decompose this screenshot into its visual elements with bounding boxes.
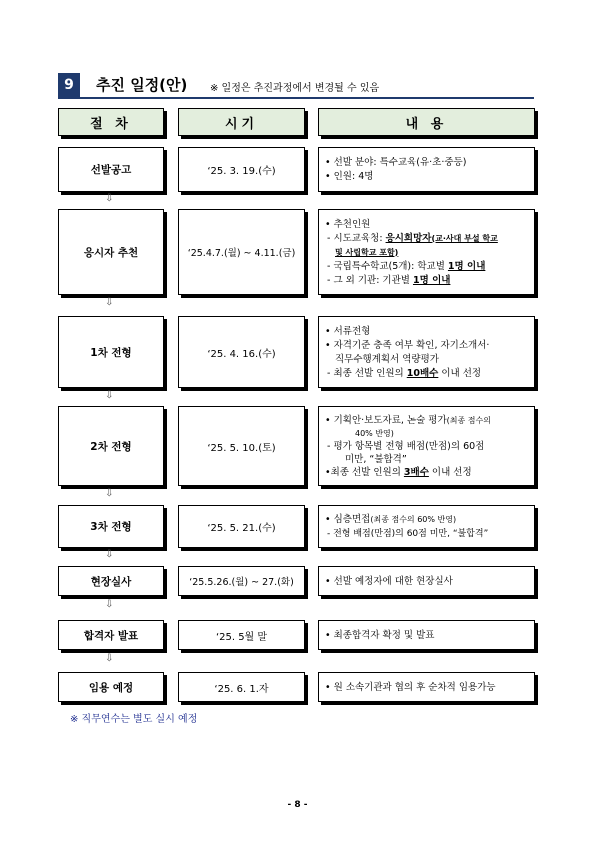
content-cell bbox=[318, 620, 535, 650]
content-line: - 국립특수학교(5개): 학교별 1명 이내 bbox=[327, 260, 486, 272]
down-arrow-icon: ⇩ bbox=[105, 297, 114, 308]
content-line: 40% 반영) bbox=[355, 429, 394, 438]
content-line: - 그 외 기관: 기관별 1명 이내 bbox=[327, 274, 451, 286]
step-cell: 합격자 발표 bbox=[58, 620, 164, 650]
page-number: - 8 - bbox=[287, 800, 308, 810]
section-title: 추진 일정(안) bbox=[96, 76, 188, 94]
step-cell: 현장실사 bbox=[58, 566, 164, 596]
content-line: • 선발 예정자에 대한 현장실사 bbox=[325, 575, 453, 587]
column-header-content: 내 용 bbox=[318, 108, 535, 136]
down-arrow-icon: ⇩ bbox=[105, 653, 114, 664]
time-cell: ‘25. 3. 19.(수) bbox=[178, 147, 305, 192]
content-line: 미만, “불합격” bbox=[345, 454, 407, 465]
step-cell: 3차 전형 bbox=[58, 505, 164, 548]
step-cell: 선발공고 bbox=[58, 147, 164, 192]
time-cell: ‘25.4.7.(월) ~ 4.11.(금) bbox=[178, 209, 305, 295]
content-cell bbox=[318, 209, 535, 295]
content-line: • 인원: 4명 bbox=[325, 171, 374, 182]
time-cell: ‘25. 6. 1.자 bbox=[178, 672, 305, 702]
content-line: - 전형 배점(만점)의 60점 미만, “불합격” bbox=[327, 529, 489, 539]
content-line: • 추천인원 bbox=[325, 218, 371, 230]
content-cell bbox=[318, 566, 535, 596]
content-cell bbox=[318, 672, 535, 702]
time-cell: ‘25. 5. 21.(수) bbox=[178, 505, 305, 548]
content-line: • 자격기준 충족 여부 확인, 자기소개서· bbox=[325, 339, 490, 351]
step-cell: 2차 전형 bbox=[58, 406, 164, 486]
content-line: •최종 선발 인원의 3배수 이내 선정 bbox=[325, 467, 472, 478]
content-line: • 기획안·보도자료, 논술 평가(최종 점수의 bbox=[325, 415, 491, 426]
step-cell: 1차 전형 bbox=[58, 316, 164, 388]
content-line: • 서류전형 bbox=[325, 325, 371, 337]
content-cell bbox=[318, 505, 535, 548]
content-cell bbox=[318, 147, 535, 192]
content-line: • 심층면접(최종 점수의 60% 반영) bbox=[325, 514, 457, 525]
time-cell: ‘25. 5월 말 bbox=[178, 620, 305, 650]
column-header-time: 시기 bbox=[178, 108, 305, 136]
content-line: • 선발 분야: 특수교육(유·초·중등) bbox=[325, 157, 467, 168]
content-cell bbox=[318, 316, 535, 388]
down-arrow-icon: ⇩ bbox=[105, 599, 114, 610]
content-line: • 원 소속기관과 협의 후 순차적 임용가능 bbox=[325, 681, 496, 693]
time-cell: ‘25. 5. 10.(토) bbox=[178, 406, 305, 486]
down-arrow-icon: ⇩ bbox=[105, 549, 114, 560]
header-divider bbox=[58, 97, 534, 99]
down-arrow-icon: ⇩ bbox=[105, 390, 114, 401]
footnote: ※ 직무연수는 별도 실시 예정 bbox=[70, 714, 198, 725]
section-note: ※ 일정은 추진과정에서 변경될 수 있음 bbox=[210, 83, 380, 94]
step-cell: 임용 예정 bbox=[58, 672, 164, 702]
section-number: 9 bbox=[58, 73, 80, 97]
step-cell: 응시자 추천 bbox=[58, 209, 164, 295]
content-cell bbox=[318, 406, 535, 486]
content-line: - 최종 선발 인원의 10배수 이내 선정 bbox=[327, 367, 482, 379]
content-line: - 평가 항목별 전형 배점(만점)의 60점 bbox=[327, 441, 485, 452]
content-line: 직무수행계획서 역량평가 bbox=[335, 353, 439, 365]
content-line: - 시도교육청: 응시희망자(교·사대 부설 학교 bbox=[327, 232, 498, 244]
content-line: 및 사립학교 포함) bbox=[335, 247, 399, 257]
time-cell: ‘25.5.26.(월) ~ 27.(화) bbox=[178, 566, 305, 596]
down-arrow-icon: ⇩ bbox=[105, 193, 114, 204]
column-header-step: 절 차 bbox=[58, 108, 164, 136]
time-cell: ‘25. 4. 16.(수) bbox=[178, 316, 305, 388]
content-line: • 최종합격자 확정 및 발표 bbox=[325, 629, 435, 641]
down-arrow-icon: ⇩ bbox=[105, 488, 114, 499]
